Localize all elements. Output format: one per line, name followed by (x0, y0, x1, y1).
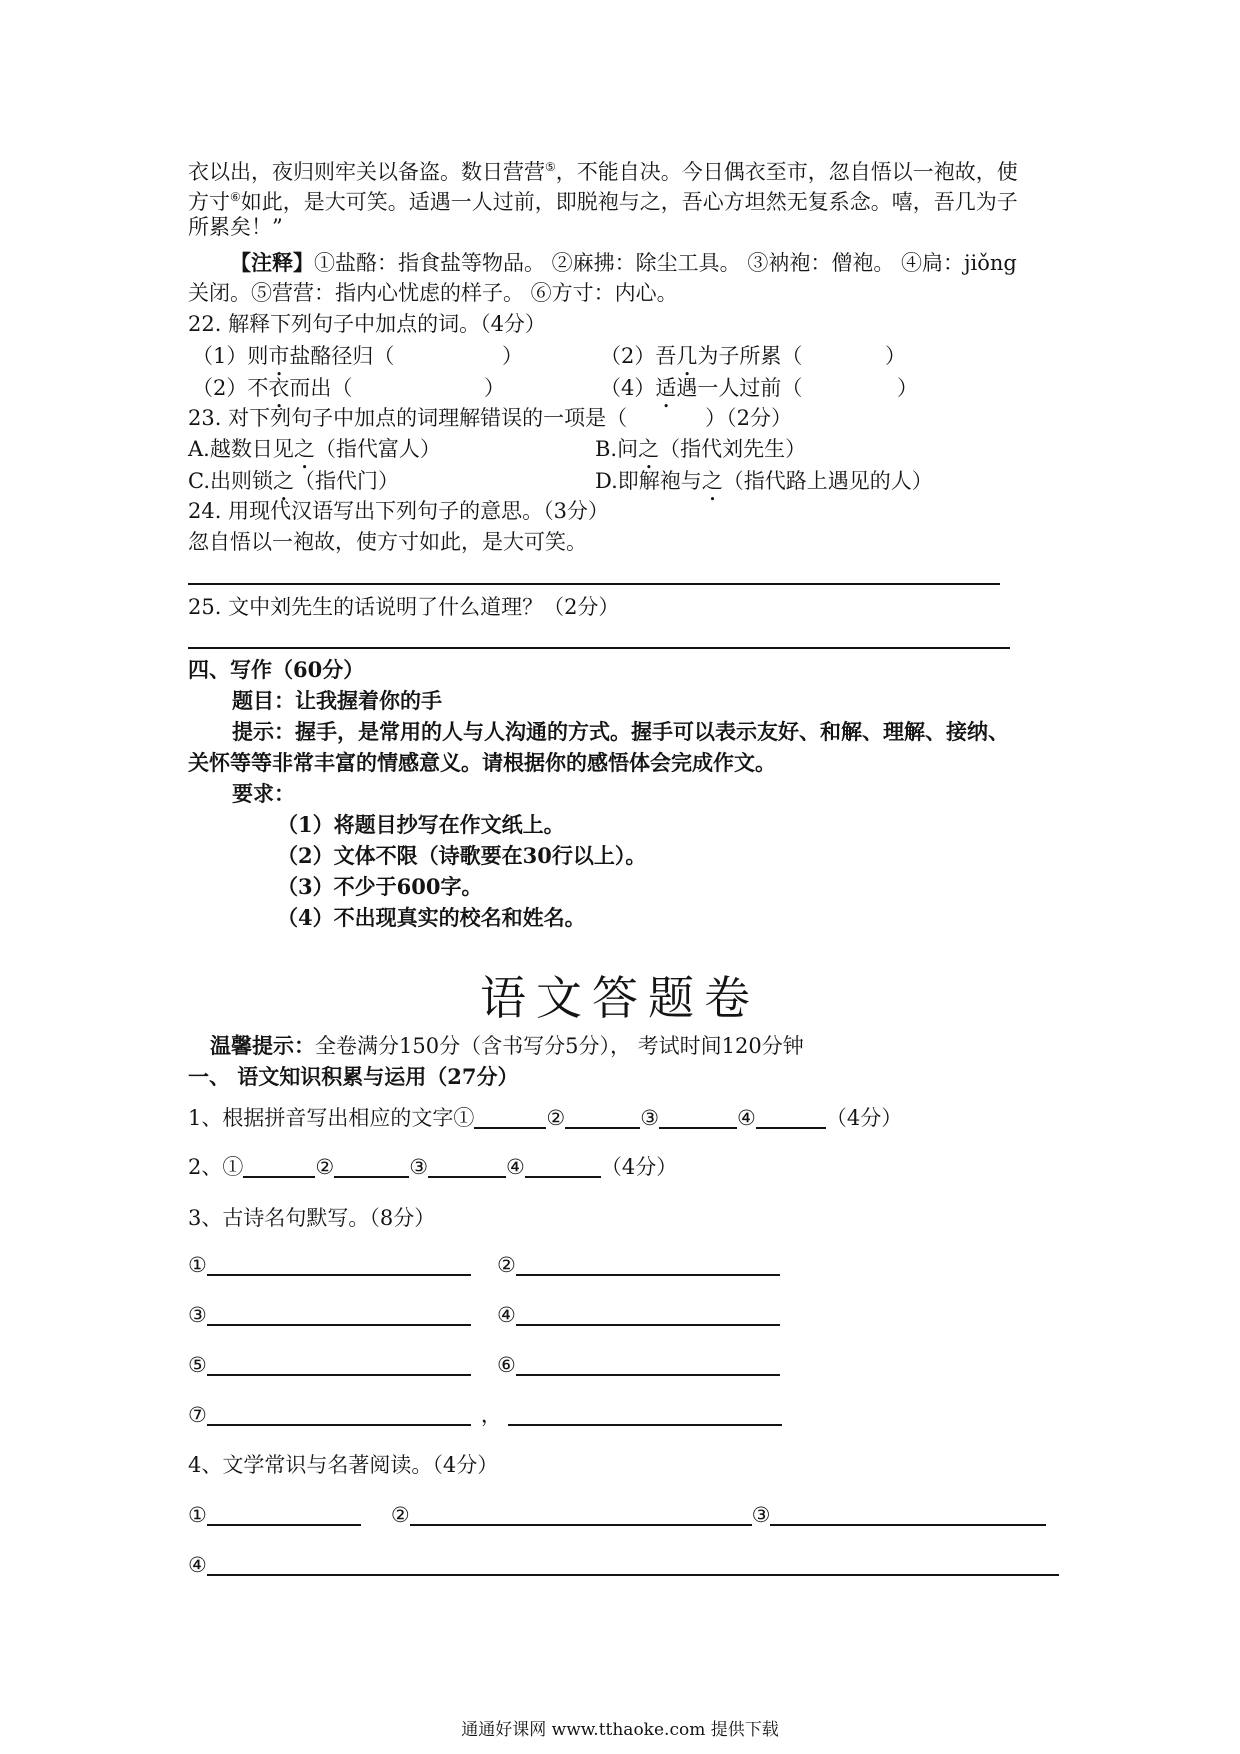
q22-close-4: ） (897, 376, 918, 400)
answer-sheet-title: 语文答题卷 (480, 971, 760, 1025)
poem-line-5: ⑤ (188, 1350, 471, 1380)
answer-item-3: 3、古诗名句默写。（8分） (188, 1206, 436, 1230)
poem-blank-3[interactable] (207, 1304, 471, 1326)
item1-blank-3[interactable] (659, 1107, 737, 1129)
q22-item-4: （4）适遇一人过前（ (600, 376, 803, 400)
answer-item-1: 1、根据拼音写出相应的文字① ② ③ ④ （4分） (188, 1106, 903, 1130)
q24-sentence: 忽自悟以一袍故，使方寸如此，是大可笑。 (188, 530, 587, 554)
lit-blank-4[interactable] (207, 1554, 1059, 1576)
writing-hint-2: 关怀等等非常丰富的情感意义。请根据你的感悟体会完成作文。 (188, 750, 776, 775)
poem-blank-1[interactable] (207, 1254, 471, 1276)
item1-blank-1[interactable] (474, 1107, 546, 1129)
q24-answer-line[interactable] (188, 583, 1000, 585)
item2-blank-4[interactable] (525, 1156, 601, 1178)
page-footer: 通通好课网 www.tthaoke.com 提供下载 (461, 1720, 779, 1740)
poem-blank-6[interactable] (516, 1354, 780, 1376)
q23-option-d: D.即解袍与之（指代路上遇见的人） (595, 469, 933, 493)
passage-line-3: 所累矣！” (188, 215, 283, 239)
writing-req-1: （1）将题目抄写在作文纸上。 (277, 812, 565, 837)
writing-req-2: （2）文体不限（诗歌要在30行以上）。 (277, 843, 647, 868)
item1-blank-4[interactable] (756, 1107, 826, 1129)
poem-blank-4[interactable] (516, 1304, 780, 1326)
poem-line-6: ⑥ (497, 1350, 780, 1380)
writing-req-3: （3）不少于600字。 (277, 874, 483, 899)
writing-hint-1: 提示：握手，是常用的人与人沟通的方式。握手可以表示友好、和解、理解、接纳、 (232, 719, 1009, 744)
poem-line-4: ④ (497, 1300, 780, 1330)
q25-answer-line[interactable] (188, 647, 1010, 649)
q23-option-b: B.问之（指代刘先生） (595, 437, 807, 461)
q22-close-1: ） (502, 344, 523, 368)
q24-stem: 24. 用现代汉语写出下列句子的意思。（3分） (188, 499, 609, 523)
passage-line-2: 方寸⑥如此，是大可笑。适遇一人过前，即脱袍与之，吾心方坦然无复系念。嘻，吾几为子 (188, 190, 1018, 214)
item2-blank-3[interactable] (428, 1156, 506, 1178)
poem-blank-7b[interactable] (508, 1404, 782, 1426)
q22-close-3: ） (484, 376, 505, 400)
lit-line-1: ① ② ③ (188, 1500, 1046, 1530)
item2-blank-1[interactable] (243, 1156, 315, 1178)
q23-option-c: C.出则锁之（指代门） (188, 469, 399, 493)
lit-blank-1[interactable] (207, 1504, 361, 1526)
poem-line-7: ⑦ ， (188, 1400, 782, 1430)
passage-line-1: 衣以出，夜归则牢关以备盗。数日营营⑤，不能自决。今日偶衣至市，忽自悟以一袍故，使 (188, 160, 1018, 184)
notes-line-2: 关闭。⑤营营：指内心忧虑的样子。 ⑥方寸：内心。 (188, 281, 678, 305)
writing-heading: 四、写作（60分） (188, 657, 365, 682)
answer-section-1-heading: 一、 语文知识积累与运用（27分） (188, 1064, 519, 1089)
item2-blank-2[interactable] (334, 1156, 409, 1178)
lit-blank-3[interactable] (770, 1504, 1046, 1526)
item1-blank-2[interactable] (565, 1107, 640, 1129)
q22-stem: 22. 解释下列句子中加点的词。（4分） (188, 312, 546, 336)
poem-line-1: ① (188, 1250, 471, 1280)
poem-blank-2[interactable] (516, 1254, 780, 1276)
q22-item-3: （2）不衣而出（ (192, 376, 353, 400)
lit-blank-2[interactable] (410, 1504, 752, 1526)
answer-sheet-tip: 温馨提示：全卷满分150分（含书写分5分）， 考试时间120分钟 (210, 1033, 804, 1058)
writing-req-label: 要求： (232, 781, 295, 806)
answer-item-4: 4、文学常识与名著阅读。（4分） (188, 1453, 499, 1477)
poem-blank-5[interactable] (207, 1354, 471, 1376)
q22-close-2: ） (885, 344, 906, 368)
notes-line-1: 【注释】①盐酪：指食盐等物品。 ②麻拂：除尘工具。 ③衲袍：僧袍。 ④扃：jiǒng (230, 250, 1017, 275)
q25-stem: 25. 文中刘先生的话说明了什么道理？（2分） (188, 595, 620, 619)
poem-line-3: ③ (188, 1300, 471, 1330)
writing-req-4: （4）不出现真实的校名和姓名。 (277, 905, 586, 930)
q22-item-2: （2）吾几为子所累（ (600, 344, 803, 368)
poem-blank-7a[interactable] (207, 1404, 471, 1426)
q23-stem: 23. 对下列句子中加点的词理解错误的一项是（ ）（2分） (188, 406, 792, 430)
q23-option-a: A.越数日见之（指代富人） (188, 437, 441, 461)
writing-topic: 题目：让我握着你的手 (232, 688, 442, 713)
poem-line-2: ② (497, 1250, 780, 1280)
lit-line-2: ④ (188, 1550, 1059, 1580)
answer-item-2: 2、① ② ③ ④ （4分） (188, 1155, 678, 1179)
q22-item-1: （1）则市盐酪径归（ (192, 344, 395, 368)
